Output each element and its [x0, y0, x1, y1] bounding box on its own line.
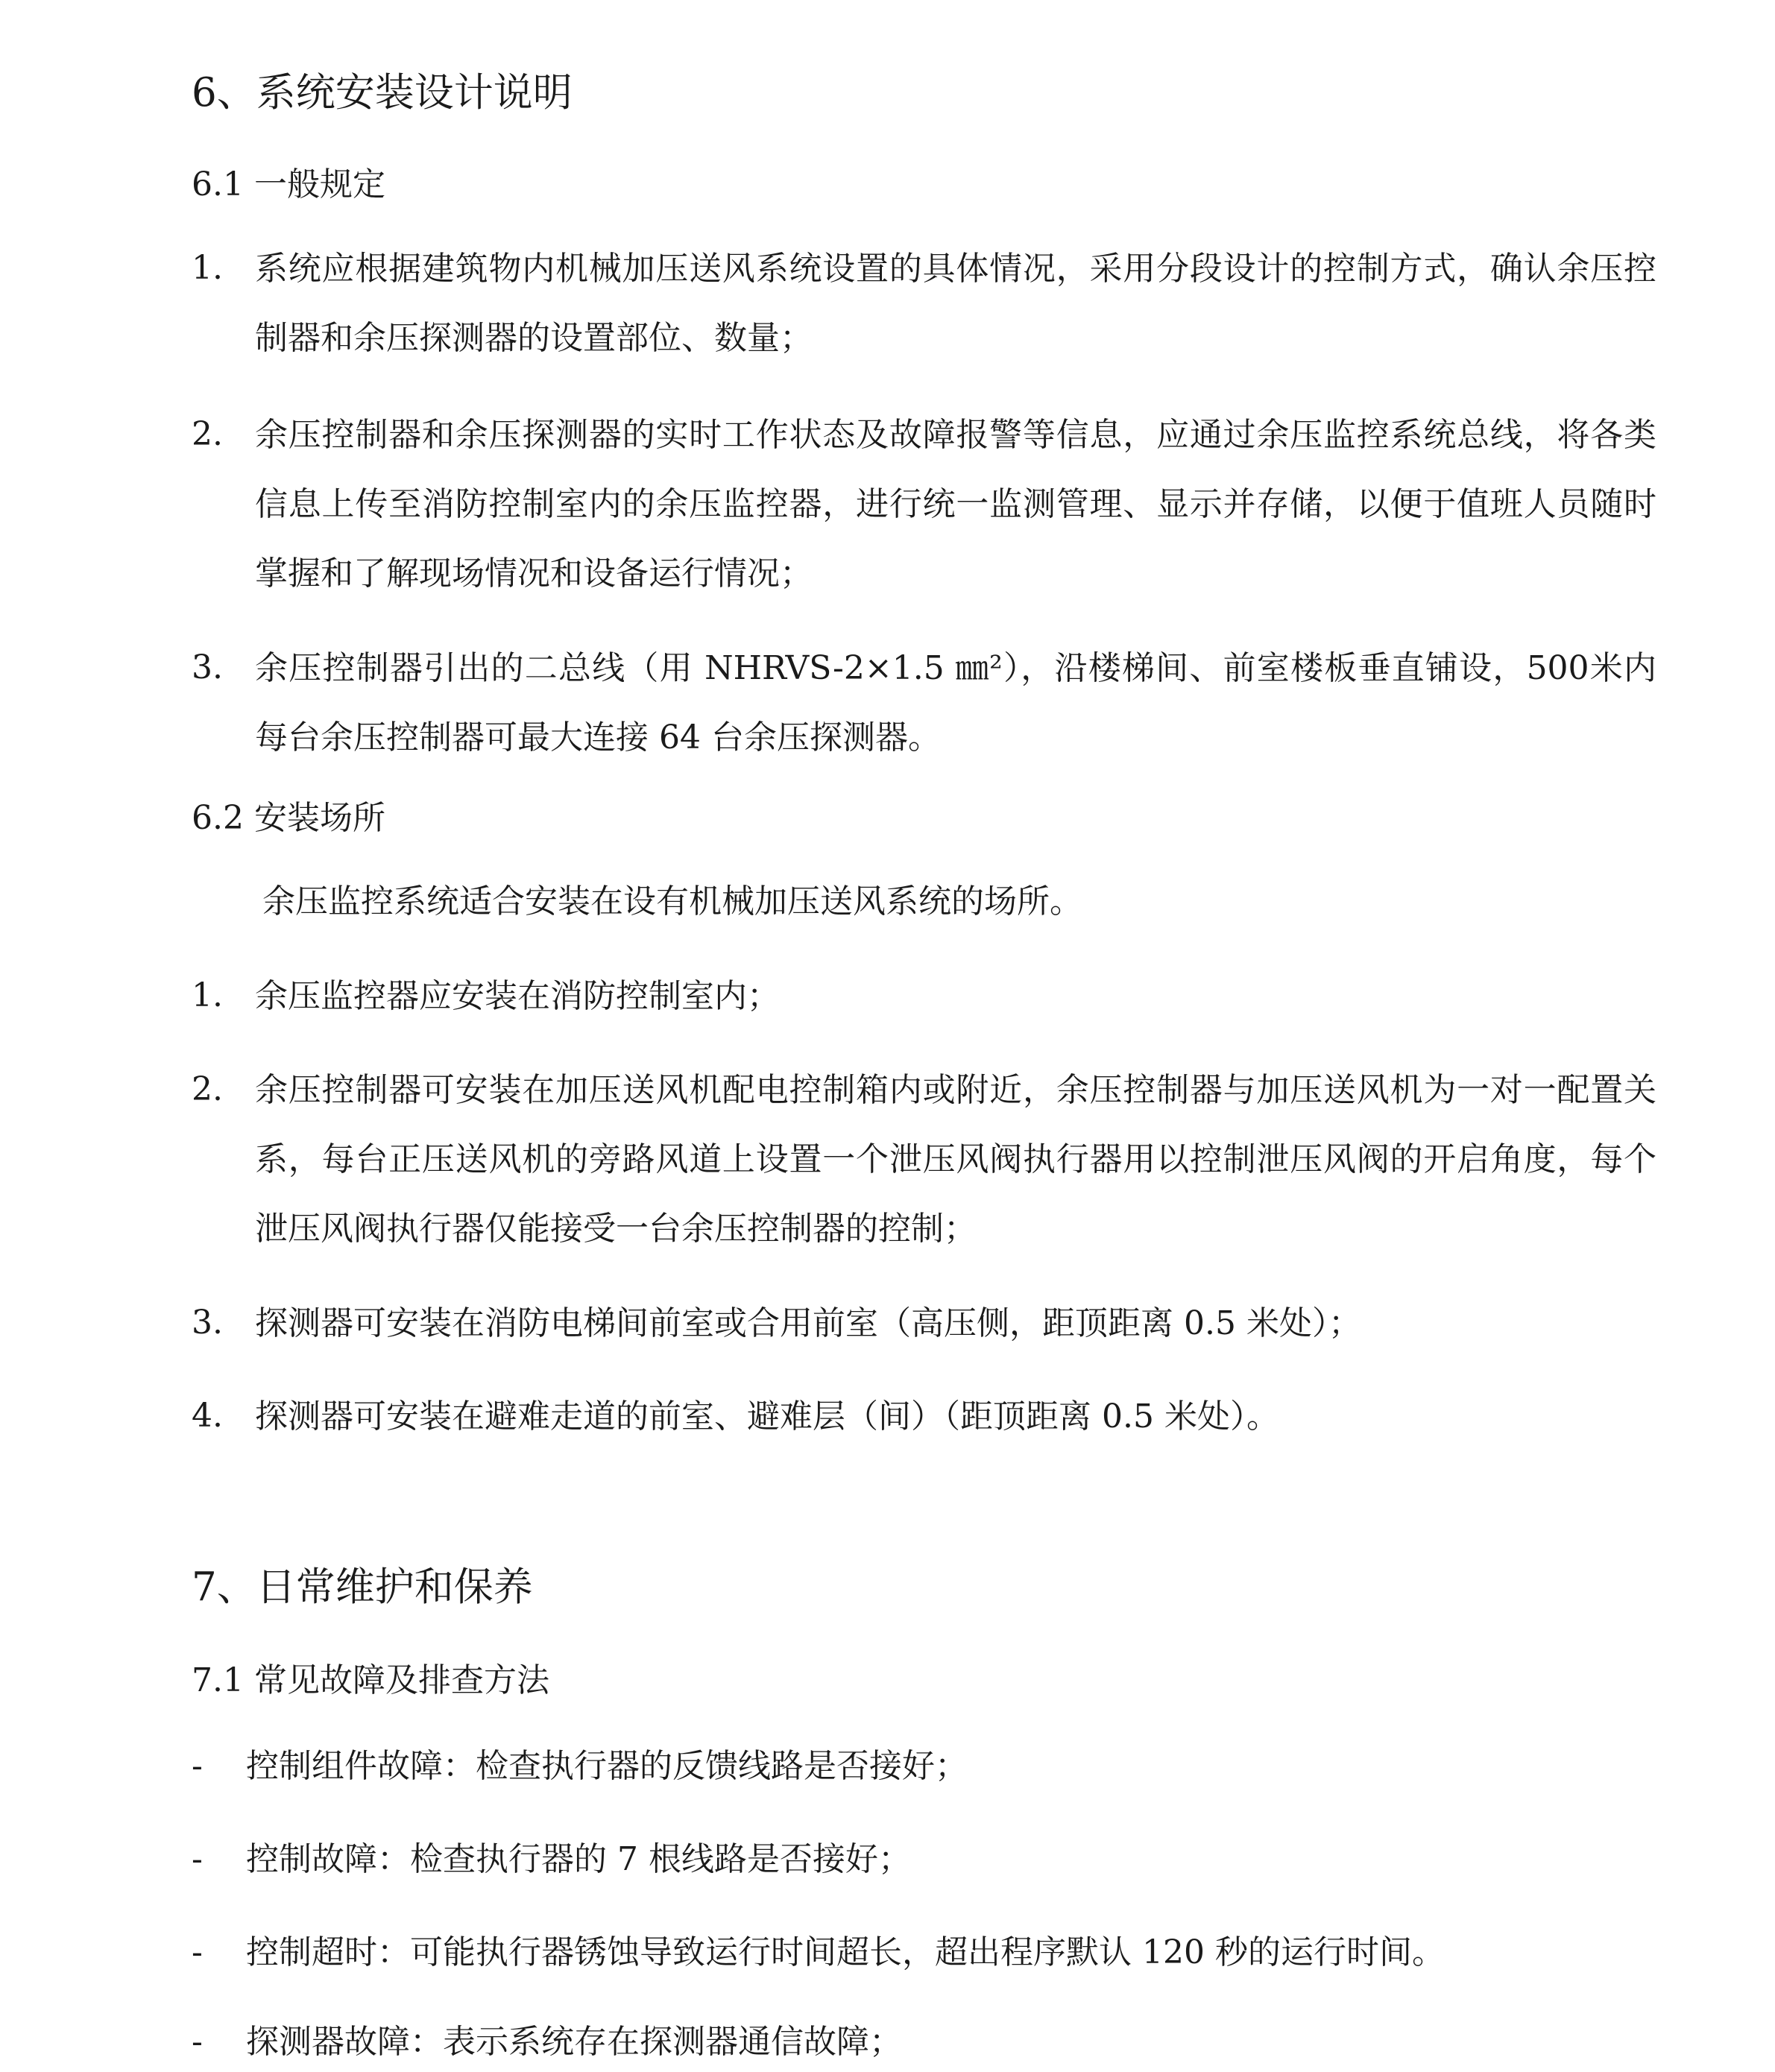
item-text: 余压控制器可安装在加压送风机配电控制箱内或附近，余压控制器与加压送风机为一对一配置关系，每台正压送风机的旁路风道上设置一个泄压风阀执行器用以控制泄压风阀的开启角度，每个泄压风阀执行器仅能接受一台余压控制器的控制；: [255, 1071, 1656, 1248]
item-text: 探测器可安装在消防电梯间前室或合用前室（高压侧，距顶距离 0.5 米处）；: [255, 1304, 1361, 1342]
item-text: 控制组件故障：检查执行器的反馈线路是否接好；: [246, 1747, 968, 1785]
item-number: 1.: [192, 976, 223, 1014]
item-text: 余压监控器应安装在消防控制室内；: [255, 977, 780, 1015]
section-6-title: 6、系统安装设计说明: [192, 70, 573, 116]
dash-bullet: -: [192, 2023, 203, 2061]
item-text: 控制超时：可能执行器锈蚀导致运行时间超长，超出程序默认 120 秒的运行时间。: [246, 1933, 1445, 1971]
item-number: 4.: [192, 1397, 223, 1435]
item-number: 2.: [192, 415, 223, 453]
section-7-title: 7、日常维护和保养: [192, 1564, 533, 1610]
section-6-2-intro: 余压监控系统适合安装在设有机械加压送风系统的场所。: [262, 882, 1082, 920]
dash-bullet: -: [192, 1747, 203, 1785]
item-text: 探测器故障：表示系统存在探测器通信故障；: [246, 2023, 902, 2061]
item-number: 3.: [192, 648, 223, 686]
item-text: 探测器可安装在避难走道的前室、避难层（间）（距顶距离 0.5 米处）。: [255, 1397, 1279, 1435]
section-6-1-title: 6.1 一般规定: [192, 165, 385, 203]
item-text: 余压控制器和余压探测器的实时工作状态及故障报警等信息，应通过余压监控系统总线，将各类信息上传至消防控制室内的余压监控器，进行统一监测管理、显示并存储，以便于值班人员随时掌握和了解现场情况和设备运行情况；: [255, 416, 1656, 593]
section-7-1-title: 7.1 常见故障及排查方法: [192, 1661, 549, 1699]
item-text: 控制故障：检查执行器的 7 根线路是否接好；: [246, 1840, 911, 1878]
section-6-2-title: 6.2 安装场所: [192, 799, 385, 837]
dash-bullet: -: [192, 1933, 203, 1971]
item-text: 系统应根据建筑物内机械加压送风系统设置的具体情况，采用分段设计的控制方式，确认余压控制器和余压探测器的设置部位、数量；: [255, 250, 1656, 357]
dash-bullet: -: [192, 1840, 203, 1878]
item-number: 2.: [192, 1070, 223, 1108]
item-number: 3.: [192, 1304, 223, 1342]
item-text: 余压控制器引出的二总线（用 NHRVS-2×1.5 ㎜²），沿楼梯间、前室楼板垂直铺设，500米内每台余压控制器可最大连接 64 台余压探测器。: [255, 649, 1656, 757]
item-number: 1.: [192, 249, 223, 287]
